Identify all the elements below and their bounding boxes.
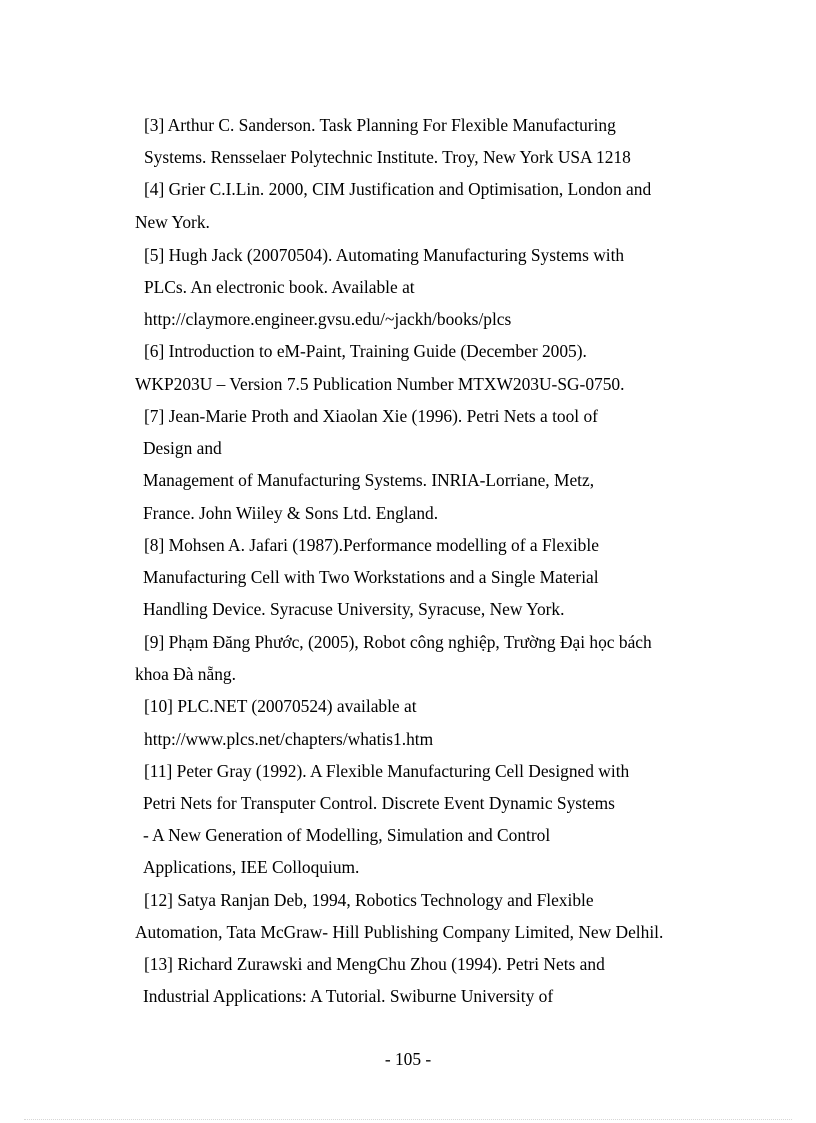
- reference-6-line-2: WKP203U – Version 7.5 Publication Number MTXW203U-SG-0750.: [135, 374, 625, 394]
- reference-10-line-1: [10] PLC.NET (20070524) available at: [144, 696, 417, 716]
- reference-8-line-3: Handling Device. Syracuse University, Syracuse, New York.: [143, 599, 565, 619]
- reference-5-line-3: http://claymore.engineer.gvsu.edu/~jackh/books/plcs: [144, 309, 512, 329]
- reference-4-line-2: New York.: [135, 212, 210, 232]
- reference-3-line-2: Systems. Rensselaer Polytechnic Institute. Troy, New York USA 1218: [144, 147, 631, 167]
- reference-11-line-2: Petri Nets for Transputer Control. Discrete Event Dynamic Systems: [143, 793, 615, 813]
- reference-10-line-2: http://www.plcs.net/chapters/whatis1.htm: [144, 729, 434, 749]
- reference-11-line-4: Applications, IEE Colloquium.: [143, 857, 360, 877]
- reference-11-line-3: - A New Generation of Modelling, Simulation and Control: [143, 825, 551, 845]
- reference-7-line-3: Management of Manufacturing Systems. INRIA-Lorriane, Metz,: [143, 470, 595, 490]
- reference-7-line-1: [7] Jean-Marie Proth and Xiaolan Xie (1996). Petri Nets a tool of: [144, 406, 598, 426]
- reference-4-line-1: [4] Grier C.I.Lin. 2000, CIM Justification and Optimisation, London and: [144, 179, 652, 199]
- page-number: - 105 -: [384, 1049, 432, 1069]
- reference-5-line-2: PLCs. An electronic book. Available at: [144, 277, 415, 297]
- footer-divider: [24, 1119, 792, 1120]
- reference-7-line-2: Design and: [143, 438, 222, 458]
- reference-12-line-2: Automation, Tata McGraw- Hill Publishing Company Limited, New Delhil.: [135, 922, 664, 942]
- reference-5-line-1: [5] Hugh Jack (20070504). Automating Manufacturing Systems with: [144, 245, 625, 265]
- reference-12-line-1: [12] Satya Ranjan Deb, 1994, Robotics Technology and Flexible: [144, 890, 594, 910]
- reference-8-line-2: Manufacturing Cell with Two Workstations and a Single Material: [143, 567, 599, 587]
- reference-3-line-1: [3] Arthur C. Sanderson. Task Planning For Flexible Manufacturing: [144, 115, 616, 135]
- reference-9-line-2: khoa Đà nẵng.: [135, 664, 236, 684]
- reference-9-line-1: [9] Phạm Đăng Phước, (2005), Robot công nghiệp, Trường Đại học bách: [144, 632, 652, 652]
- reference-13-line-1: [13] Richard Zurawski and MengChu Zhou (1994). Petri Nets and: [144, 954, 605, 974]
- reference-8-line-1: [8] Mohsen A. Jafari (1987).Performance modelling of a Flexible: [144, 535, 599, 555]
- reference-7-line-4: France. John Wiiley & Sons Ltd. England.: [143, 503, 439, 523]
- reference-6-line-1: [6] Introduction to eM-Paint, Training Guide (December 2005).: [144, 341, 587, 361]
- reference-11-line-1: [11] Peter Gray (1992). A Flexible Manufacturing Cell Designed with: [144, 761, 630, 781]
- reference-13-line-2: Industrial Applications: A Tutorial. Swiburne University of: [143, 986, 554, 1006]
